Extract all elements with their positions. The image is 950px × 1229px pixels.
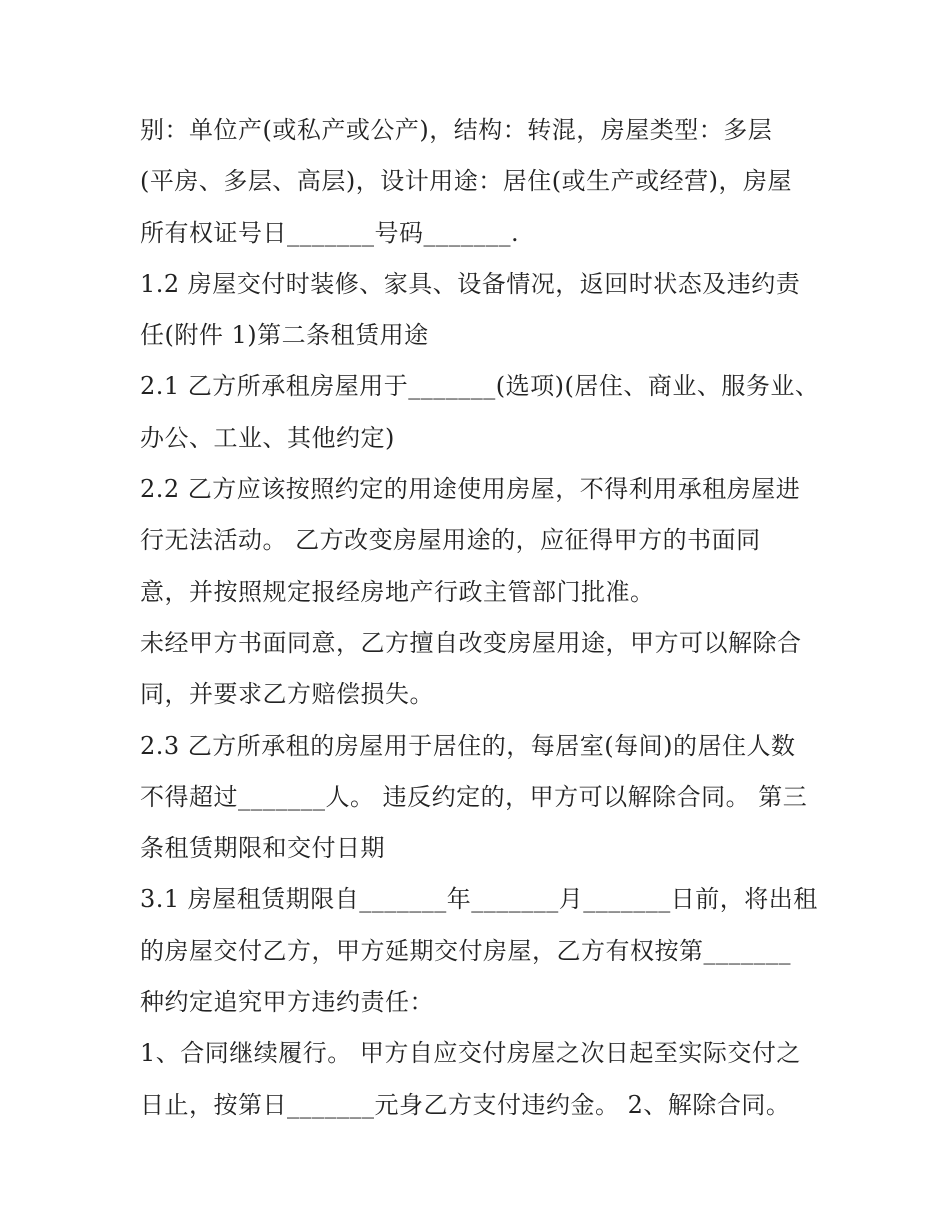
text-line: 不得超过_______人。 违反约定的，甲方可以解除合同。 第三	[140, 782, 808, 811]
text-line: 别：单位产(或私产或公产)，结构：转混，房屋类型：多层	[140, 116, 773, 144]
text-line: 种约定追究甲方违约责任：	[140, 988, 434, 1017]
text-line: 3.1 房屋租赁期限自_______年_______月_______日前，将出租	[140, 885, 818, 914]
text-line: 办公、工业、其他约定)	[140, 423, 395, 452]
text-line: 未经甲方书面同意，乙方擅自改变房屋用途，甲方可以解除合	[140, 628, 802, 657]
text-line: 2.2 乙方应该按照约定的用途使用房屋，不得利用承租房屋进	[140, 475, 801, 504]
text-line: 条租赁期限和交付日期	[140, 834, 385, 863]
text-line: 日止，按第日_______元身乙方支付违约金。 2、解除合同。	[140, 1090, 791, 1119]
text-line: 行无法活动。 乙方改变房屋用途的，应征得甲方的书面同	[140, 526, 761, 555]
text-line: 同，并要求乙方赔偿损失。	[140, 680, 434, 709]
text-line: 的房屋交付乙方，甲方延期交付房屋，乙方有权按第_______	[140, 936, 791, 965]
document-body	[140, 105, 830, 1131]
text-line: 2.1 乙方所承租房屋用于_______(选项)(居住、商业、服务业、	[140, 372, 820, 401]
text-line: 1.2 房屋交付时装修、家具、设备情况，返回时状态及违约责	[140, 269, 801, 298]
text-line: (平房、多层、高层)，设计用途：居住(或生产或经营)，房屋	[140, 167, 792, 196]
text-line: 意，并按照规定报经房地产行政主管部门批准。	[140, 577, 655, 606]
text-line: 2.3 乙方所承租的房屋用于居住的，每居室(每间)的居住人数	[140, 731, 796, 760]
text-line: 所有权证号日_______号码_______.	[140, 218, 520, 247]
text-line: 1、合同继续履行。 甲方自应交付房屋之次日起至实际交付之	[140, 1039, 801, 1068]
text-line: 任(附件 1)第二条租赁用途	[140, 321, 429, 350]
